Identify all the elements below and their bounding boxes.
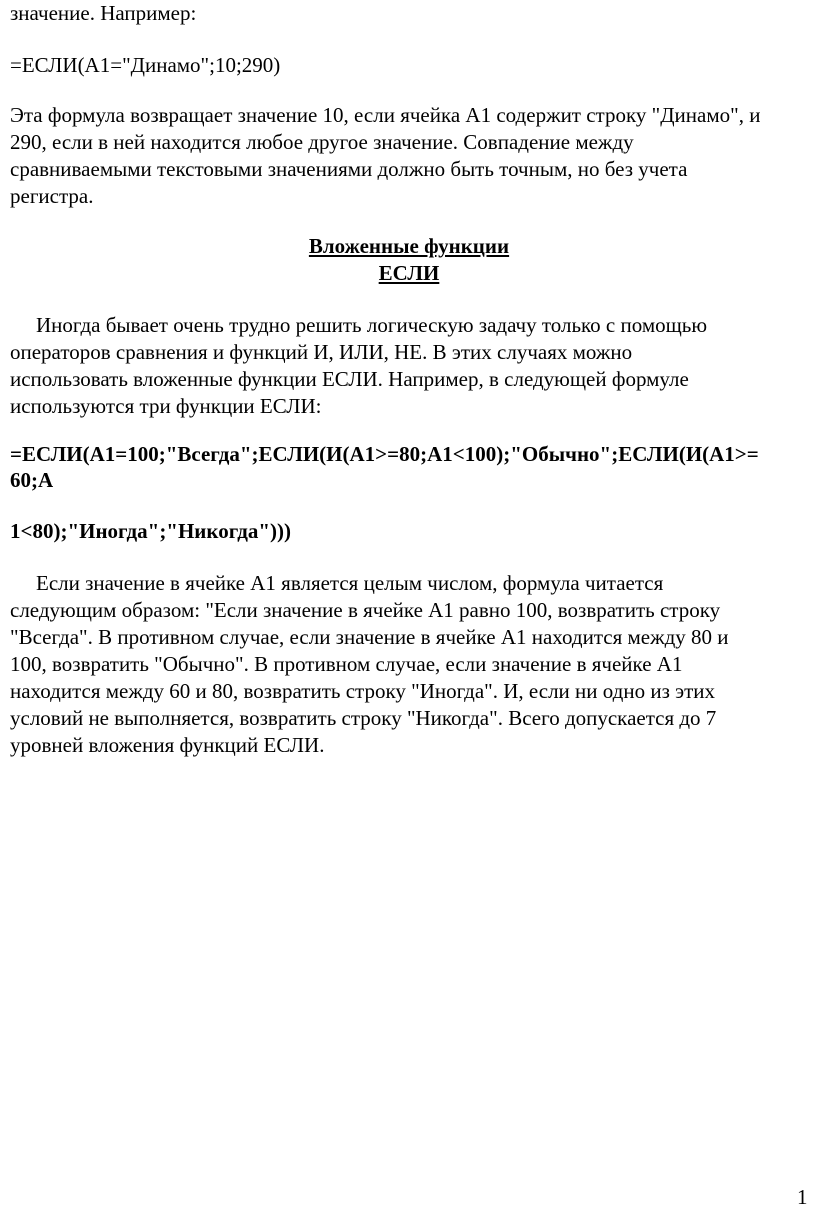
reading-line: следующим образом: "Если значение в ячейке А1 равно 100, возвратить строку [10,598,721,622]
nested-formula-line: 60;А [10,468,54,492]
explanation-line: сравниваемыми текстовыми значениями должно быть точным, но без учета [10,157,688,181]
reading-line: "Всегда". В противном случае, если значение в ячейке А1 находится между 80 и [10,625,729,649]
nested-formula-line: =ЕСЛИ(А1=100;"Всегда";ЕСЛИ(И(А1>=80;А1<100);"Обычно";ЕСЛИ(И(А1>= [10,442,759,466]
reading-line: 100, возвратить "Обычно". В противном случае, если значение в ячейке А1 [10,652,683,676]
reading-paragraph [10,570,729,759]
section-heading-line: ЕСЛИ [378,261,440,285]
reading-line: находится между 60 и 80, возвратить строку "Иногда". И, если ни одно из этих [10,679,716,703]
section-heading [10,233,808,287]
nested-intro-paragraph [10,312,707,420]
nested-intro-line: использовать вложенные функции ЕСЛИ. Например, в следующей формуле [10,367,689,391]
nested-formula-line: 1<80);"Иногда";"Никогда"))) [10,519,291,543]
reading-line: Если значение в ячейке А1 является целым числом, формула читается [36,571,664,595]
nested-intro-line: Иногда бывает очень трудно решить логическую задачу только с помощью [36,313,708,337]
explanation-line: 290, если в ней находится любое другое значение. Совпадение между [10,130,634,154]
explanation-paragraph [10,102,760,210]
page-number: 1 [797,1185,808,1209]
intro-text: значение. Например: [10,1,197,25]
nested-intro-line: используются три функции ЕСЛИ: [10,394,322,418]
explanation-line: Эта формула возвращает значение 10, если ячейка А1 содержит строку "Динамо", и [10,103,761,127]
formula-example: =ЕСЛИ(А1="Динамо";10;290) [10,53,281,77]
reading-line: уровней вложения функций ЕСЛИ. [10,733,325,757]
explanation-line: регистра. [10,184,94,208]
section-heading-line: Вложенные функции [308,234,510,258]
nested-intro-line: операторов сравнения и функций И, ИЛИ, НЕ. В этих случаях можно [10,340,633,364]
reading-line: условий не выполняется, возвратить строку "Никогда". Всего допускается до 7 [10,706,717,730]
